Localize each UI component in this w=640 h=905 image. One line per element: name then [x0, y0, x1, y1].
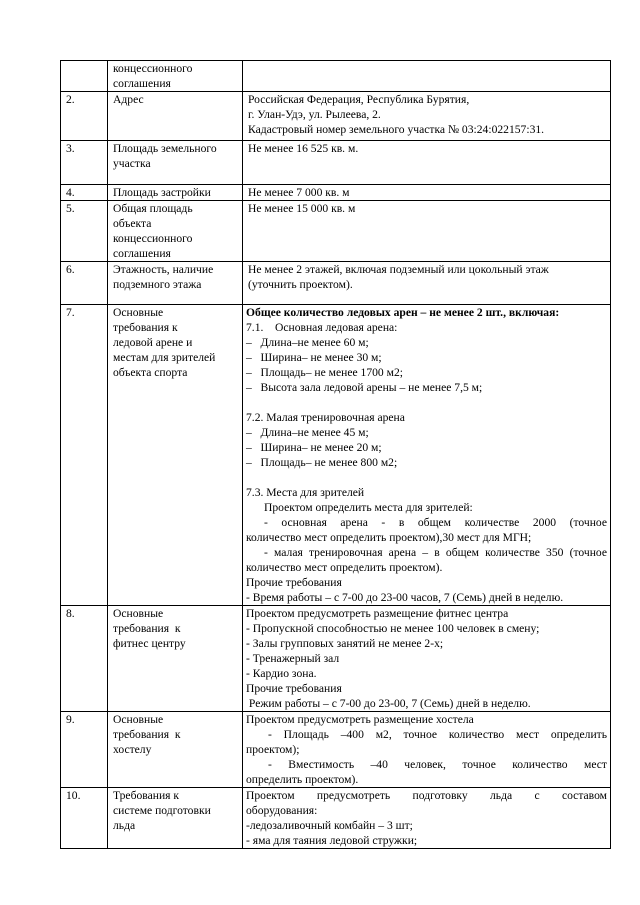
- list-item: – Площадь– не менее 1700 м2;: [246, 366, 403, 379]
- small-arena-title: 7.2. Малая тренировочная арена: [246, 411, 405, 424]
- requirement-value: [243, 141, 611, 185]
- table-row: [61, 262, 611, 305]
- row-number: [61, 788, 108, 849]
- requirement-text: фитнес центру: [113, 637, 186, 650]
- value-text: Не менее 16 525 кв. м.: [248, 142, 359, 155]
- requirement-text: системе подготовки: [113, 804, 211, 817]
- list-item: – Ширина– не менее 20 м;: [246, 441, 382, 454]
- row-number: [61, 262, 108, 305]
- hostel-capacity: - Вместимость –40 человек, точное количество мест: [268, 758, 607, 771]
- value-text: (уточнить проектом).: [248, 278, 353, 291]
- value-text: - Пропускной способностью не менее 100 человек в смену;: [246, 622, 540, 635]
- table-row: [61, 788, 611, 849]
- table-row: [61, 201, 611, 262]
- row-number: [61, 185, 108, 201]
- value-text: г. Улан-Удэ, ул. Рылеева, 2.: [248, 108, 381, 121]
- hostel-area: - Площадь –400 м2, точное количество мест определить: [268, 728, 607, 741]
- requirement-text: Основные: [113, 306, 164, 319]
- requirement-value: [243, 606, 611, 712]
- requirement-text: местам для зрителей: [113, 351, 216, 364]
- row-number-text: 3.: [66, 142, 75, 155]
- requirement-text: Этажность, наличие: [113, 263, 214, 276]
- ice-prep-intro: оборудования:: [246, 804, 318, 817]
- table-row: [61, 185, 611, 201]
- row-number-text: 7.: [66, 306, 75, 319]
- working-hours: - Время работы – с 7-00 до 23-00 часов, 7 (Семь) дней в неделю.: [246, 591, 564, 604]
- seats-title: 7.3. Места для зрителей: [246, 486, 365, 499]
- requirement-value: [243, 305, 611, 606]
- row-number: [61, 305, 108, 606]
- requirement-text: соглашения: [113, 247, 171, 260]
- requirement-value: [243, 788, 611, 849]
- requirement-value: [243, 262, 611, 305]
- list-item: - яма для таяния ледовой стружки;: [246, 834, 418, 847]
- requirement-text: требования к: [113, 321, 178, 334]
- requirement-text: ледовой арене и: [113, 336, 193, 349]
- row-number-text: 2.: [66, 93, 75, 106]
- value-text: Проектом предусмотреть размещение хостела: [246, 713, 474, 726]
- main-arena-title: 7.1. Основная ледовая арена:: [246, 321, 398, 334]
- table-row: [61, 141, 611, 185]
- value-text: Не менее 2 этажей, включая подземный или цокольный этаж: [248, 263, 549, 276]
- other-requirements-title: Прочие требования: [246, 576, 342, 589]
- requirement-text: Общая площадь: [113, 202, 193, 215]
- row-number: [61, 712, 108, 788]
- requirement-text: льда: [113, 819, 136, 832]
- seats-small-arena: - малая тренировочная арена – в общем количестве 350 (точное: [264, 546, 607, 559]
- list-item: – Высота зала ледовой арены – не менее 7,5 м;: [246, 381, 483, 394]
- requirement-name: [108, 606, 243, 712]
- requirements-table: [60, 60, 611, 849]
- requirement-value: [243, 185, 611, 201]
- requirement-name: [108, 185, 243, 201]
- value-text: Не менее 15 000 кв. м: [248, 202, 356, 215]
- requirement-value: [243, 201, 611, 262]
- requirement-text: хостелу: [113, 743, 152, 756]
- row-number-text: 4.: [66, 186, 75, 199]
- requirement-text: объекта: [113, 217, 152, 230]
- table-row: [61, 305, 611, 606]
- requirement-text: требования к: [113, 622, 181, 635]
- row-number: [61, 201, 108, 262]
- arena-count-heading: Общее количество ледовых арен – не менее 2 шт., включая:: [246, 306, 560, 319]
- row-number-text: 5.: [66, 202, 75, 215]
- requirement-text: Основные: [113, 607, 164, 620]
- requirement-name: [108, 141, 243, 185]
- row-number: [61, 141, 108, 185]
- ice-prep-intro: Проектом предусмотреть подготовку льда с составом: [246, 789, 607, 802]
- table-row: [61, 92, 611, 141]
- value-text: - Залы групповых занятий не менее 2-х;: [246, 637, 444, 650]
- value-text: Прочие требования: [246, 682, 342, 695]
- value-text: Проектом предусмотреть размещение фитнес центра: [246, 607, 509, 620]
- requirement-name: [108, 712, 243, 788]
- requirement-name: [108, 788, 243, 849]
- requirement-text: участка: [113, 157, 151, 170]
- requirement-value: [243, 92, 611, 141]
- requirement-text: соглашения: [113, 77, 171, 90]
- requirement-text: Площадь земельного: [113, 142, 217, 155]
- table-row: [61, 61, 611, 92]
- row-number: [61, 61, 108, 92]
- requirement-value: [243, 712, 611, 788]
- spacer: [246, 395, 607, 410]
- requirement-text: концессионного: [113, 232, 193, 245]
- requirement-text: объекта спорта: [113, 366, 188, 379]
- requirement-name: [108, 305, 243, 606]
- list-item: – Площадь– не менее 800 м2;: [246, 456, 398, 469]
- value-text: Кадастровый номер земельного участка № 03:24:022157:31.: [248, 123, 545, 136]
- table-row: [61, 712, 611, 788]
- seats-main-arena: количество мест определить проектом),30 мест для МГН;: [246, 531, 532, 544]
- value-text: Российская Федерация, Республика Бурятия,: [248, 93, 470, 106]
- value-text: Не менее 7 000 кв. м: [248, 186, 350, 199]
- list-item: – Ширина– не менее 30 м;: [246, 351, 382, 364]
- row-number: [61, 92, 108, 141]
- value-text: - Кардио зона.: [246, 667, 317, 680]
- requirement-name: [108, 92, 243, 141]
- requirement-name: [108, 61, 243, 92]
- row-number-text: 10.: [66, 789, 81, 802]
- requirement-value: [243, 61, 611, 92]
- requirement-name: [108, 262, 243, 305]
- requirement-text: подземного этажа: [113, 278, 202, 291]
- seats-small-arena: количество мест определить проектом).: [246, 561, 443, 574]
- requirement-name: [108, 201, 243, 262]
- requirement-text: требования к: [113, 728, 181, 741]
- requirement-text: Площадь застройки: [113, 186, 211, 199]
- row-number-text: 9.: [66, 713, 75, 726]
- row-number: [61, 606, 108, 712]
- requirement-text: Адрес: [113, 93, 144, 106]
- hostel-area: проектом);: [246, 743, 300, 756]
- seats-main-arena: - основная арена - в общем количестве 2000 (точное: [264, 516, 607, 529]
- table-row: [61, 606, 611, 712]
- value-text: - Тренажерный зал: [246, 652, 340, 665]
- spacer: [246, 470, 607, 485]
- list-item: – Длина–не менее 60 м;: [246, 336, 369, 349]
- list-item: – Длина–не менее 45 м;: [246, 426, 369, 439]
- requirement-text: Требования к: [113, 789, 180, 802]
- hostel-capacity: определить проектом).: [246, 773, 359, 786]
- value-text: Режим работы – с 7-00 до 23-00, 7 (Семь) дней в неделю.: [246, 697, 531, 710]
- requirement-text: Основные: [113, 713, 164, 726]
- row-number-text: 8.: [66, 607, 75, 620]
- row-number-text: 6.: [66, 263, 75, 276]
- seats-intro: Проектом определить места для зрителей:: [264, 501, 473, 514]
- list-item: -ледозаливочный комбайн – 3 шт;: [246, 819, 413, 832]
- requirement-text: концессионного: [113, 62, 193, 75]
